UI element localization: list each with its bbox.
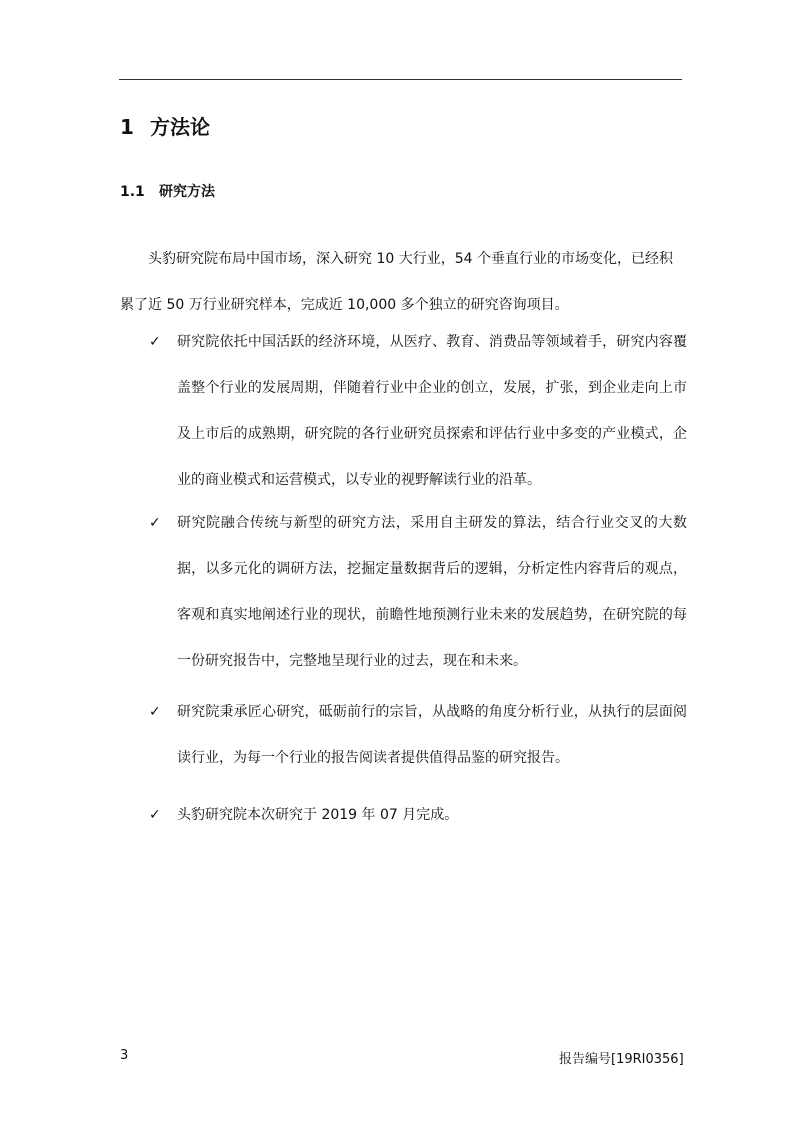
- section-title: 方法论: [150, 115, 210, 139]
- checkmark-icon: ✓: [149, 515, 161, 531]
- checkmark-icon: ✓: [149, 704, 161, 720]
- report-id: 报告编号[19RI0356]: [559, 1052, 684, 1067]
- bullet-text: 头豹研究院本次研究于 2019 年 07 月完成。: [177, 807, 459, 823]
- checkmark-icon: ✓: [149, 807, 161, 823]
- header-rule: [119, 79, 682, 80]
- section-heading: [120, 111, 210, 140]
- page-number: 3: [120, 1048, 129, 1063]
- subsection-title: 研究方法: [159, 184, 215, 200]
- checkmark-icon: ✓: [149, 334, 161, 350]
- subsection-number: 1.1: [120, 184, 145, 200]
- bullet-text: 研究院依托中国活跃的经济环境，从医疗、教育、消费品等领域着手，研究内容覆盖整个行业的发展周期，伴随着行业中企业的创立，发展，扩张，到企业走向上市及上市后的成熟期，研究院的各行业研究员探索和评估行业中多变的产业模式，企业的商业模式和运营模式，以专业的视野解读行业的沿革。: [177, 334, 687, 488]
- bullet-text: 研究院融合传统与新型的研究方法，采用自主研发的算法，结合行业交叉的大数据，以多元化的调研方法，挖掘定量数据背后的逻辑，分析定性内容背后的观点，客观和真实地阐述行业的现状，前瞻性地预测行业未来的发展趋势，在研究院的每一份研究报告中，完整地呈现行业的过去，现在和未来。: [177, 515, 687, 669]
- intro-paragraph: 头豹研究院布局中国市场，深入研究 10 大行业，54 个垂直行业的市场变化，已经积累了近 50 万行业研究样本，完成近 10,000 多个独立的研究咨询项目。: [120, 251, 673, 313]
- subsection-heading: [120, 181, 215, 201]
- section-number: 1: [120, 115, 134, 139]
- bullet-text: 研究院秉承匠心研究，砥砺前行的宗旨，从战略的角度分析行业，从执行的层面阅读行业，为每一个行业的报告阅读者提供值得品鉴的研究报告。: [177, 704, 687, 766]
